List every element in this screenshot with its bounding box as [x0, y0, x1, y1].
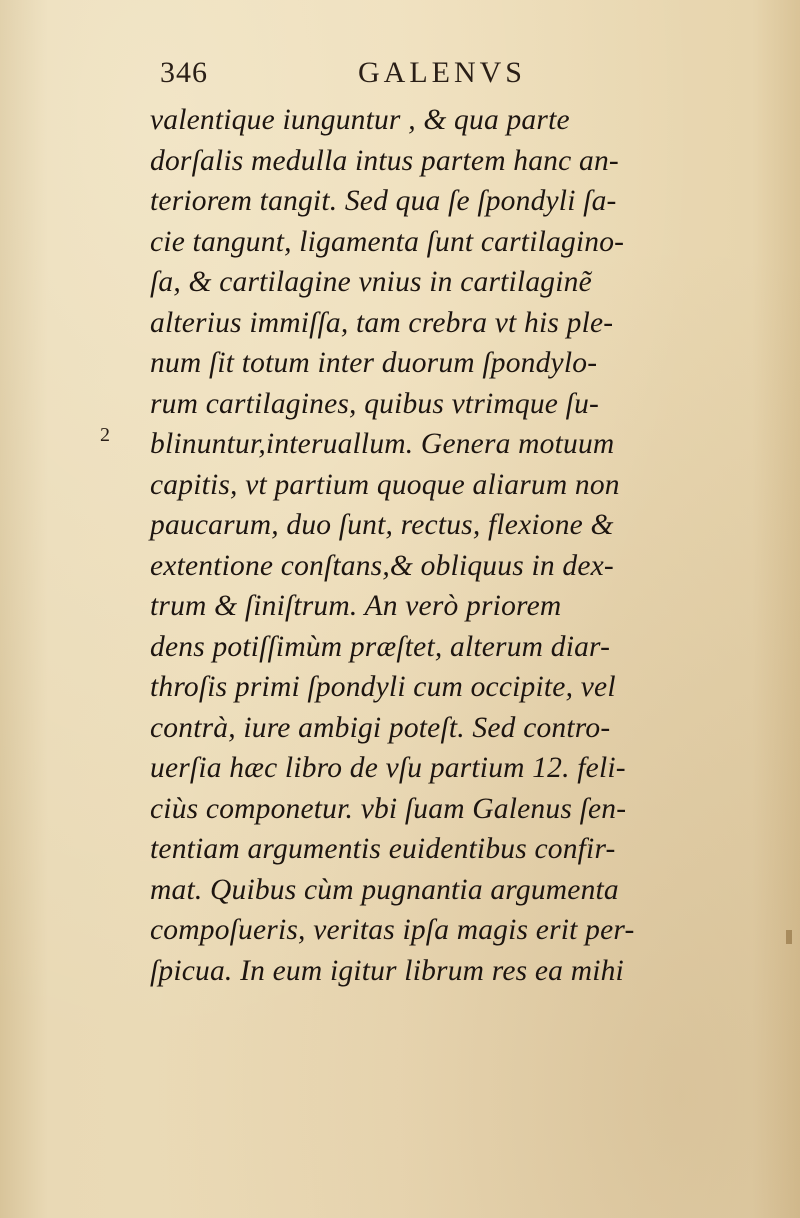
text-line: capitis, vt partium quoque aliarum non — [150, 468, 620, 501]
text-line: alterius immiſſa, tam crebra vt his ple- — [150, 306, 614, 339]
text-line: blinuntur,interuallum. Genera motuum — [150, 428, 615, 460]
text-line: paucarum, duo ſunt, rectus, flexione & — [150, 509, 614, 541]
text-line: extentione conſtans,& obliquus in dex- — [150, 549, 614, 582]
running-head: GALENVS — [358, 56, 526, 89]
text-line: throſis primi ſpondyli cum occipite, vel — [150, 671, 616, 703]
text-line: cie tangunt, ligamenta ſunt cartilagino- — [150, 225, 625, 258]
text-line: teriorem tangit. Sed qua ſe ſpondyli ſa- — [150, 185, 617, 217]
text-line: mat. Quibus cùm pugnantia argumenta — [150, 873, 619, 906]
text-line: valentique iunguntur , & qua parte — [150, 104, 570, 136]
page-edge-mark — [786, 930, 792, 944]
body-text — [150, 100, 750, 991]
text-line: tentiam argumentis euidentibus confir- — [150, 833, 616, 865]
text-line: contrà, iure ambigi poteſt. Sed contro- — [150, 711, 611, 744]
text-line: uerſia hæc libro de vſu partium 12. feli- — [150, 752, 626, 784]
page-number: 346 — [160, 56, 208, 89]
text-line: num ſit totum inter duorum ſpondylo- — [150, 347, 598, 379]
text-line: ſpicua. In eum igitur librum res ea mihi — [150, 954, 624, 987]
text-line: dens potiſſimùm præſtet, alterum diar- — [150, 630, 611, 663]
page-header — [0, 52, 800, 96]
text-line: ſa, & cartilagine vnius in cartilaginẽ — [150, 266, 592, 298]
margin-note: 2 — [100, 424, 110, 446]
text-line: compoſueris, veritas ipſa magis erit per- — [150, 914, 635, 946]
text-line: ciùs componetur. vbi ſuam Galenus ſen- — [150, 792, 627, 825]
text-line: rum cartilagines, quibus vtrimque ſu- — [150, 387, 600, 420]
text-line: trum & ſiniſtrum. An verò priorem — [150, 590, 562, 622]
text-line: dorſalis medulla intus partem hanc an- — [150, 144, 619, 177]
